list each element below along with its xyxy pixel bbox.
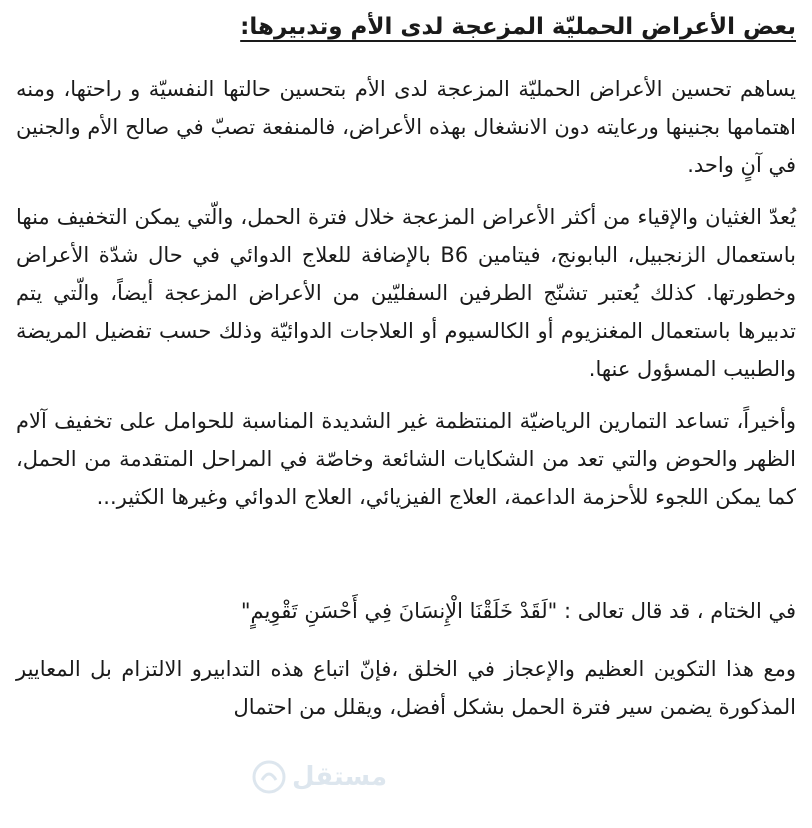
watermark-text: مستقل <box>292 762 388 792</box>
document-title: بعض الأعراض الحمليّة المزعجة لدى الأم وتدبيرها: <box>240 14 796 40</box>
paragraph-conclusion-verse: في الختام ، قد قال تعالى : "لَقَدْ خَلَقْنَا الْإِنسَانَ فِي أَحْسَنِ تَقْوِيمٍ" <box>240 599 796 623</box>
paragraph-conclusion-text: ومع هذا التكوين العظيم والإعجاز في الخلق ،فإنّ اتباع هذه التدابيرو الالتزام بل المعايير المذكورة يضمن سير فترة الحمل بشكل أفضل، ويقلل من احتمال <box>16 657 796 719</box>
paragraph-intro: يساهم تحسين الأعراض الحمليّة المزعجة لدى الأم بتحسين حالتها النفسيّة و راحتها، ومنه اهتمامها بجنينها ورعايته دون الانشغال بهذه الأعراض، فالمنفعة تصبّ في صالح الأم والجنين في آنٍ واحد. <box>16 77 796 177</box>
paragraph-nausea-cramps: يُعدّ الغثيان والإقياء من أكثر الأعراض المزعجة خلال فترة الحمل، والّتي يمكن التخفيف منها باستعمال الزنجبيل، البابونج، فيتامين B6 بالإضافة للعلاج الدوائي في حال شدّة الأعراض وخطورتها. كذلك يُعتبر تشنّج الطرفين السفليّين من الأعراض المزعجة أيضاً، والّتي يتم تدبيرها باستعمال المغنزيوم أو الكالسيوم أو العلاجات الدوائيّة وذلك حسب تفضيل المريضة والطبيب المسؤول عنها. <box>16 205 796 381</box>
paragraph-exercise: وأخيراً، تساعد التمارين الرياضيّة المنتظمة غير الشديدة المناسبة للحوامل على تخفيف آلام الظهر والحوض والتي تعد من الشكايات الشائعة وخاصّة في المراحل المتقدمة من الحمل، كما يمكن اللجوء للأحزمة الداعمة، العلاج الفيزيائي، العلاج الدوائي وغيرها الكثير... <box>16 409 796 509</box>
